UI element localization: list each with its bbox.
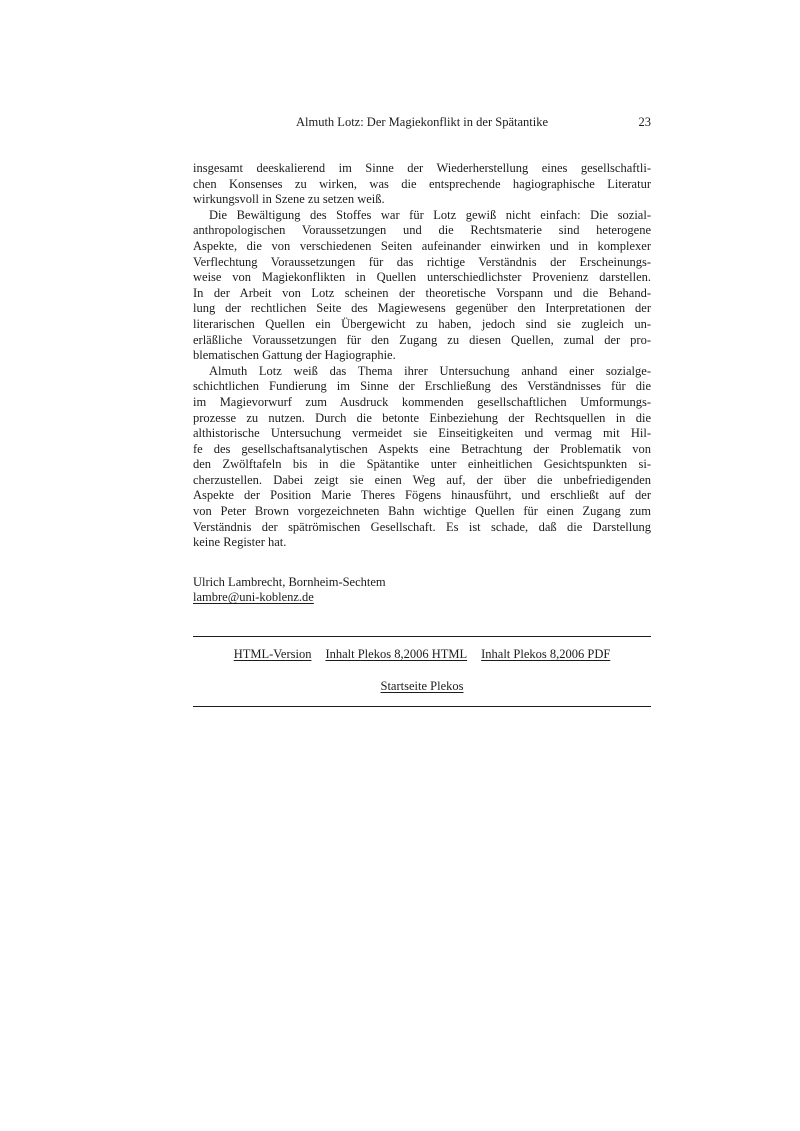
paragraph <box>193 364 651 551</box>
paragraph <box>193 208 651 364</box>
text-line: wirkungsvoll in Szene zu setzen weiß. <box>193 192 385 207</box>
text-line: cherzustellen. Dabei zeigt sie einen Weg auf, der über die unbefriedigenden <box>193 472 651 487</box>
text-line: blematischen Gattung der Hagiographie. <box>193 348 396 363</box>
text-line: Die Bewältigung des Stoffes war für Lotz gewiß nicht einfach: Die sozial- <box>209 207 651 222</box>
footer-link[interactable]: Inhalt Plekos 8,2006 PDF <box>481 647 611 662</box>
text-line: prozesse zu nutzen. Durch die betonte Einbeziehung der Rechtsquellen in die <box>193 410 651 425</box>
text-line: Aspekte der Position Marie Theres Fögens hinausführt, und erschließt auf der <box>193 488 651 503</box>
text-line: lung der rechtlichen Seite des Magiewesens gegenüber den Interpretationen der <box>193 301 651 316</box>
text-line: keine Register hat. <box>193 535 287 550</box>
text-line: fe des gesellschaftsanalytischen Aspekts eine Betrachtung der Problematik von <box>193 441 651 456</box>
text-line: In der Arbeit von Lotz scheinen der theoretische Vorspann und die Behand- <box>193 285 651 300</box>
text-line: von Peter Brown vorgezeichneten Bahn wichtige Quellen für einen Zugang zum <box>193 504 651 519</box>
paragraph <box>193 161 651 208</box>
text-line: im Magievorwurf zum Ausdruck kommenden gesellschaftlichen Umformungs- <box>193 394 651 409</box>
author-name: Ulrich Lambrecht, Bornheim-Sechtem <box>193 574 386 589</box>
text-line: Verflechtung Voraussetzungen für das richtige Verständnis der Erscheinungs- <box>193 254 651 269</box>
footer-link[interactable]: HTML-Version <box>233 647 312 662</box>
text-line: weise von Magiekonflikten in Quellen unterschiedlichster Provenienz darstellen. <box>193 270 651 285</box>
signature-block <box>193 575 651 606</box>
footer-link[interactable]: Inhalt Plekos 8,2006 HTML <box>325 647 468 662</box>
text-line: Almuth Lotz weiß das Thema ihrer Untersuchung anhand einer sozialge- <box>209 363 651 378</box>
home-link-row <box>193 679 651 695</box>
text-line: Aspekte, die von verschiedenen Seiten aufeinander einwirken und in komplexer <box>193 238 651 253</box>
divider-bottom <box>193 706 651 707</box>
text-line: insgesamt deeskalierend im Sinne der Wiederherstellung eines gesellschaftli- <box>193 161 651 175</box>
email-link[interactable]: lambre@uni-koblenz.de <box>193 590 314 605</box>
footer-links-row <box>193 647 651 663</box>
footer-nav <box>193 636 651 707</box>
text-line: anthropologischen Voraussetzungen und die Rechtsmaterie sind heterogene <box>193 223 651 238</box>
text-block <box>193 115 651 707</box>
text-line: den Zwölftafeln bis in die Spätantike unter einheitlichen Gesichtspunkten si- <box>193 457 651 472</box>
text-line: chen Konsenses zu wirken, was die entsprechende hagiographische Literatur <box>193 176 651 191</box>
body-text <box>193 161 651 551</box>
text-line: Verständnis der spätrömischen Gesellschaft. Es ist schade, daß die Darstellung <box>193 519 651 534</box>
text-line: althistorische Untersuchung vermeidet sie Einseitigkeiten und vermag mit Hil- <box>193 426 651 441</box>
running-header <box>193 115 651 131</box>
running-header-title: Almuth Lotz: Der Magiekonflikt in der Spätantike <box>295 115 549 129</box>
home-link[interactable]: Startseite Plekos <box>380 678 464 693</box>
text-line: schichtlichen Fundierung im Sinne der Erschließung des Verständnisses für die <box>193 379 651 394</box>
page-number: 23 <box>638 115 651 129</box>
divider-top <box>193 636 651 637</box>
text-line: erläßliche Voraussetzungen für den Zugang zu diesen Quellen, zumal der pro- <box>193 332 651 347</box>
text-line: literarischen Quellen ein Übergewicht zu haben, jedoch sind sie zugleich un- <box>193 316 651 331</box>
